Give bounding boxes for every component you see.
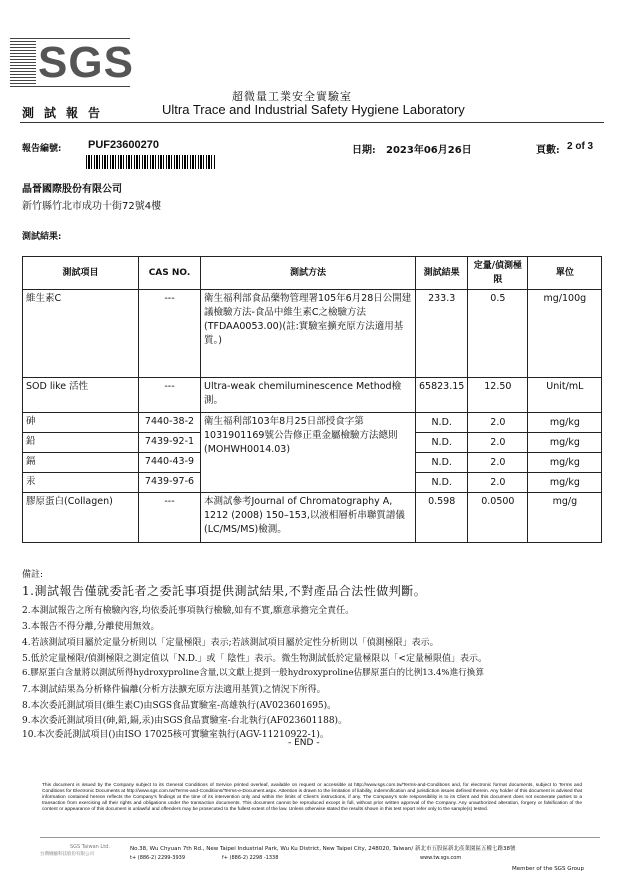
page-label: 頁數: (536, 145, 560, 156)
logo-text: SGS (38, 38, 134, 87)
cell-unit: mg/g (528, 493, 602, 543)
header-result: 測試結果 (416, 257, 468, 290)
cell-cas: --- (139, 290, 201, 378)
footer-address: No.38, Wu Chyuan 7th Rd., New Taipei Industrial Park, Wu Ku District, New Taipei City, 248020, Taiwan/ 新北市五股區新北產業園區五權七路38號 (130, 846, 516, 852)
cell-limit: 2.0 (468, 413, 528, 433)
end-mark: - END - (288, 738, 320, 748)
table-row (23, 413, 602, 433)
cell-result: N.D. (416, 433, 468, 453)
cell-method: Ultra-weak chemiluminescence Method檢測。 (201, 378, 416, 413)
cell-method: 衛生福利部103年8月25日部授食字第1031901169號公告修正重金屬檢驗方法總則(MOHWH0014.03) (201, 413, 416, 493)
cell-limit: 0.0500 (468, 493, 528, 543)
cell-method: 衛生福利部食品藥物管理署105年6月28日公開建議檢驗方法-食品中維生素C之檢驗方法(TFDAA0053.00)(註:實驗室擴充原方法適用基質。) (201, 290, 416, 378)
cell-cas: 7439-92-1 (139, 433, 201, 453)
note-item: 4.若該測試項目屬於定量分析則以「定量極限」表示;若該測試項目屬於定性分析則以「偵測極限」表示。 (22, 638, 439, 648)
page-number: 2 of 3 (567, 141, 594, 152)
cell-item: 鎘 (23, 453, 139, 473)
cell-result: 65823.15 (416, 378, 468, 413)
cell-unit: mg/kg (528, 433, 602, 453)
footer-website: www.tw.sgs.com (420, 855, 462, 861)
note-item: 6.膠原蛋白含量將以測試所得hydroxyproline含量,以文獻上提到一般hydroxyproline佔膠原蛋白的比例13.4%進行換算 (22, 668, 484, 678)
cell-item: 鉛 (23, 433, 139, 453)
cell-item: 砷 (23, 413, 139, 433)
results-label: 測試結果: (22, 232, 62, 242)
cell-item: 維生素C (23, 290, 139, 378)
table-row (23, 290, 602, 378)
cell-limit: 2.0 (468, 433, 528, 453)
cell-limit: 12.50 (468, 378, 528, 413)
header-unit: 單位 (528, 257, 602, 290)
cell-unit: Unit/mL (528, 378, 602, 413)
footer-member: Member of the SGS Group (512, 866, 584, 872)
lab-name-en: Ultra Trace and Industrial Safety Hygiene Laboratory (162, 102, 465, 117)
cell-item: SOD like 活性 (23, 378, 139, 413)
note-item: 8.本次委託測試項目(維生素C)由SGS食品實驗室-高雄執行(AV023601695)。 (22, 701, 337, 711)
footer-company-cn: 台灣檢驗科技股份有限公司 (40, 852, 94, 857)
footer-divider (40, 837, 600, 838)
lab-name-cn: 超微量工業安全實驗室 (232, 90, 352, 103)
header-cas: CAS NO. (139, 257, 201, 290)
client-company: 晶晉國際股份有限公司 (22, 184, 122, 195)
cell-unit: mg/100g (528, 290, 602, 378)
table-row (23, 493, 602, 543)
cell-cas: --- (139, 378, 201, 413)
header-limit: 定量/偵測極限 (468, 257, 528, 290)
note-item: 1.測試報告僅就委託者之委託事項提供測試結果,不對產品合法性做判斷。 (22, 584, 427, 598)
notes-label: 備註: (22, 570, 44, 580)
footer-fax: f+ (886-2) 2298 -1338 (222, 855, 279, 861)
cell-method: 本測試參考Journal of Chromatography A, 1212 (2008) 150–153,以液相層析串聯質譜儀(LC/MS/MS)檢測。 (201, 493, 416, 543)
barcode (86, 155, 216, 169)
cell-result: 0.598 (416, 493, 468, 543)
table-header-row (23, 257, 602, 290)
cell-result: N.D. (416, 473, 468, 493)
cell-unit: mg/kg (528, 473, 602, 493)
cell-limit: 2.0 (468, 453, 528, 473)
client-address: 新竹縣竹北市成功十街72號4樓 (22, 201, 162, 212)
footer-phone: t+ (886-2) 2299-3939 (130, 855, 186, 861)
report-date: 2023年06月26日 (386, 145, 472, 156)
cell-unit: mg/kg (528, 453, 602, 473)
results-table (22, 256, 602, 543)
cell-cas: --- (139, 493, 201, 543)
cell-limit: 0.5 (468, 290, 528, 378)
cell-item: 汞 (23, 473, 139, 493)
note-item: 3.本報告不得分離,分離使用無效。 (22, 622, 160, 632)
cell-cas: 7439-97-6 (139, 473, 201, 493)
note-item: 10.本次委託測試項目()由ISO 17025核可實驗室執行(AGV-11210922-1)。 (22, 730, 329, 740)
note-item: 9.本次委託測試項目(砷,鉛,鎘,汞)由SGS食品實驗室-台北執行(AF023601188)。 (22, 716, 348, 726)
note-item: 7.本測試結果為分析條件偏離(分析方法擴充原方法適用基質)之情況下所得。 (22, 685, 326, 695)
cell-result: 233.3 (416, 290, 468, 378)
legal-disclaimer: This document is issued by the Company subject to its General Conditions of Service printed overleaf, available on request or accessible at http://www.sgs.com.tw/Terms-and-Conditions and, for electronic format documents, subject to Terms and Conditions for Electronic Documents at http://www.sgs.com.tw/Terms-and-Conditions/Terms-e-Document.aspx. Attention is drawn to the limitation of liability, indemnification and jurisdiction issues defined therein. Any holder of this document is advised that information contained hereon reflects the Company's findings at the time of its intervention only and within the limits of Client's instructions, if any. The Company's sole responsibility is to its Client and this document does not exonerate parties to a transaction from exercising all their rights and obligations under the transaction documents. This document cannot be reproduced except in full, without prior written approval of the Company. Any unauthorized alteration, forgery or falsification of the content or appearance of this document is unlawful and offenders may be prosecuted to the fullest extent of the law. Unless otherwise stated the results shown in this test report refer only to the sample(s) tested. (42, 783, 582, 812)
header-item: 測試項目 (23, 257, 139, 290)
table-row (23, 378, 602, 413)
cell-cas: 7440-38-2 (139, 413, 201, 433)
cell-limit: 2.0 (468, 473, 528, 493)
header-divider (20, 122, 604, 123)
cell-item: 膠原蛋白(Collagen) (23, 493, 139, 543)
date-label: 日期: (352, 145, 376, 156)
cell-cas: 7440-43-9 (139, 453, 201, 473)
header-method: 測試方法 (201, 257, 416, 290)
report-number: PUF23600270 (88, 139, 159, 151)
cell-result: N.D. (416, 413, 468, 433)
note-item: 2.本測試報告之所有檢驗內容,均依委託事項執行檢驗,如有不實,願意承擔完全責任。 (22, 606, 355, 616)
sgs-logo (10, 38, 134, 88)
report-number-label: 報告編號: (22, 144, 62, 154)
note-item: 5.低於定量極限/偵測極限之測定值以「N.D.」或「 陰性」表示。微生物測試低於定量極限以「<定量極限值」表示。 (22, 654, 487, 664)
footer-company-en: SGS Taiwan Ltd. (70, 844, 110, 850)
cell-unit: mg/kg (528, 413, 602, 433)
report-title: 測試報告 (22, 106, 111, 120)
cell-result: N.D. (416, 453, 468, 473)
